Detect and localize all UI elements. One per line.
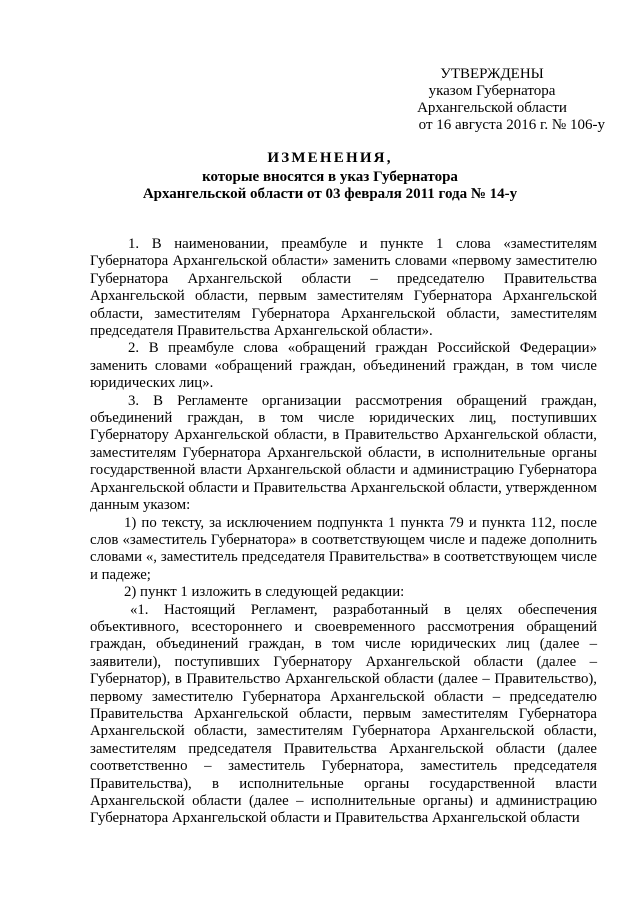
paragraph-item-2: 2. В преамбуле слова «обращений граждан Российской Федерации» заменить словами «обращений граждан, объединений граждан, в том числе юридических лиц». (90, 340, 597, 392)
approval-stamp (382, 66, 605, 134)
document-heading (60, 150, 600, 204)
approval-date: от 16 августа 2016 г. № 106-у (418, 117, 605, 133)
approval-authority: указом Губернатора (428, 83, 556, 99)
approval-heading: УТВЕРЖДЕНЫ (440, 66, 544, 82)
paragraph-item-3: 3. В Регламенте организации рассмотрения обращений граждан, объединений граждан, в том числе юридических лиц, поступивших Губернатору Архангельской области, в Правительство Архангельской области, заместителям Губернатора Архангельской области, в исполнительные органы государственной власти Архангельской области и администрацию Губернатора Архангельской области и Правительства Архангельской области, утвержденном данным указом: (90, 392, 597, 514)
subparagraph-2: 2) пункт 1 изложить в следующей редакции: (124, 584, 405, 601)
document-title: ИЗМЕНЕНИЯ, (267, 150, 393, 166)
document-subtitle-line-2: Архангельской области от 03 февраля 2011 года № 14-у (142, 186, 518, 202)
paragraph-item-1: 1. В наименовании, преамбуле и пункте 1 слова «заместителям Губернатора Архангельской области» заменить словами «первому заместителю Губернатора Архангельской области – председателю Правительства Архангельской области, первым заместителям Губернатора Архангельской области, заместителям Губернатора Архангельской области, заместителям председателя Правительства Архангельской области». (90, 236, 597, 340)
document-subtitle-line-1: которые вносятся в указ Губернатора (202, 168, 458, 185)
subparagraph-1: 1) по тексту, за исключением подпункта 1 пункта 79 и пункта 112, после слов «заместитель Губернатора» в соответствующем числе и падеже дополнить словами «, заместитель председателя Правительства» в соответствующем числе и падеже; (90, 514, 597, 583)
document-body (90, 236, 597, 828)
approval-region: Архангельской области (417, 100, 567, 116)
quoted-regulation-text: «1. Настоящий Регламент, разработанный в целях обеспечения объективного, всестороннего и своевременного рассмотрения обращений граждан, объединений граждан, в том числе юридических лиц (далее – заявители), поступивших Губернатору Архангельской области (далее – Губернатор), в Правительство Архангельской области (далее – Правительство), первому заместителю Губернатора Архангельской области – председателю Правительства Архангельской области, первым заместителям Губернатора Архангельской области, заместителям Губернатора Архангельской области, заместителям председателя Правительства Архангельской области (далее соответственно – заместитель Губернатора, заместитель председателя Правительства), в исполнительные органы государственной власти Архангельской области (далее – исполнительные органы) и администрацию Губернатора Архангельской области и Правительства Архангельской области (90, 601, 597, 827)
